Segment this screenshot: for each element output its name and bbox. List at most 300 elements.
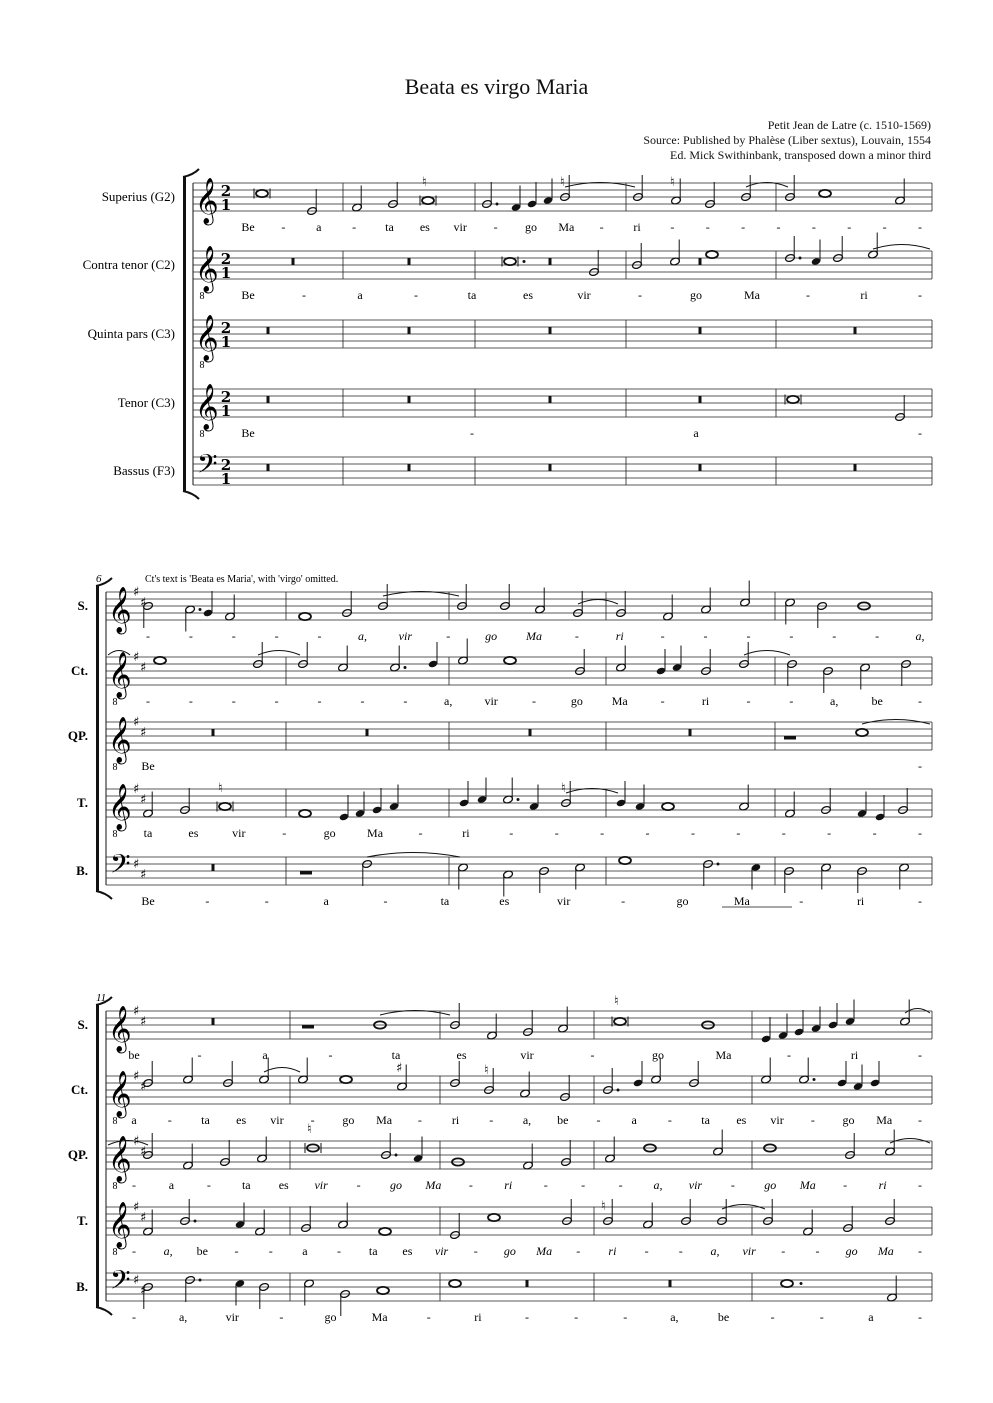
lyric-syllable: -: [600, 826, 605, 840]
part-label: QP.: [67, 728, 88, 743]
lyric-syllable: vir: [398, 629, 413, 643]
dot-icon: [404, 666, 407, 669]
score-title: Beata es virgo Maria: [404, 74, 589, 99]
lyric-syllable: -: [383, 894, 388, 908]
lyric-syllable: -: [819, 1310, 824, 1324]
lyric-syllable: -: [554, 826, 559, 840]
lyric-syllable: vir: [520, 1048, 534, 1062]
part-label: Quinta pars (C3): [87, 326, 175, 341]
whole-note-icon: [488, 1214, 500, 1221]
lyric-syllable: a: [323, 894, 329, 908]
lyric-syllable: -: [146, 629, 150, 643]
breve-rest-icon: [854, 464, 857, 471]
treble-clef-icon: 𝄞: [108, 717, 132, 763]
natural-icon: ♮: [561, 781, 566, 796]
editorial-note: Ct's text is 'Beata es Maria', with 'virgo' omitted.: [145, 574, 339, 585]
lyric-syllable: ri: [860, 288, 868, 302]
breve-rest-icon: [212, 1018, 215, 1025]
lyric-syllable: go: [485, 629, 498, 643]
lyric-syllable: -: [509, 826, 514, 840]
breve-rest-icon: [526, 1280, 529, 1287]
lyric-syllable: vir: [314, 1178, 328, 1192]
lyric-syllable: vir: [434, 1244, 449, 1258]
sharp-icon: ♯: [133, 782, 140, 797]
lyric-syllable: -: [574, 629, 579, 643]
lyric-syllable: -: [638, 288, 642, 302]
system-bracket: [183, 177, 186, 491]
breve-rest-icon: [854, 327, 857, 334]
lyric-syllable: Ma: [425, 1178, 442, 1192]
whole-note-icon: [781, 1280, 793, 1287]
lyric-syllable: a,: [178, 1310, 188, 1324]
lyric-syllable: vir: [484, 694, 498, 708]
tie-icon: [367, 853, 460, 858]
half-rest-icon: [302, 1025, 314, 1029]
breve-rest-icon: [267, 464, 270, 471]
time-signature-bottom: 1: [220, 470, 232, 488]
lyric-syllable: -: [281, 220, 286, 234]
lyric-syllable: -: [360, 694, 365, 708]
whole-note-icon: [154, 657, 166, 664]
sharp-accidental-icon: ♯: [396, 1061, 403, 1076]
lyric-syllable: -: [918, 1178, 922, 1192]
lyric-syllable: -: [703, 629, 708, 643]
part-label: Tenor (C3): [117, 395, 175, 410]
lyric-syllable: -: [667, 1113, 672, 1127]
lyric-syllable: Ma: [611, 694, 628, 708]
lyric-syllable: ta: [701, 1113, 710, 1127]
lyric-syllable: a,: [444, 694, 453, 708]
lyric-syllable: -: [746, 629, 751, 643]
octave-marker-icon: 8: [112, 1116, 118, 1127]
time-signature-bottom: 1: [220, 196, 232, 214]
lyric-syllable: -: [414, 288, 418, 302]
lyric-syllable: -: [282, 826, 287, 840]
whole-note-icon: [449, 1280, 461, 1287]
part-label: Bassus (F3): [113, 463, 175, 478]
breve-rest-icon: [408, 464, 411, 471]
breve-rest-icon: [699, 258, 702, 265]
lyric-syllable: -: [690, 826, 695, 840]
lyric-syllable: ri: [633, 220, 641, 234]
lyric-syllable: -: [532, 694, 536, 708]
sharp-icon: ♯: [133, 1004, 140, 1019]
lyric-syllable: Ma: [733, 894, 750, 908]
lyric-syllable: -: [417, 1113, 422, 1127]
lyric-syllable: -: [918, 826, 922, 840]
dot-icon: [800, 1282, 803, 1285]
half-rest-icon: [300, 871, 312, 875]
lyric-syllable: -: [730, 1178, 735, 1192]
whole-note-icon: [819, 190, 831, 197]
part-label: S.: [77, 598, 88, 613]
bass-clef-icon: 𝄢: [197, 448, 218, 486]
breve-rest-icon: [212, 864, 215, 871]
lyric-syllable: -: [264, 894, 269, 908]
breve-note-icon: [504, 258, 516, 265]
breve-rest-icon: [549, 258, 552, 265]
lyric-syllable: -: [132, 1244, 136, 1258]
tie-icon: [578, 600, 618, 605]
lyric-syllable: ta: [440, 894, 450, 908]
treble-clef-icon: 𝄞: [195, 384, 219, 430]
breve-rest-icon: [699, 396, 702, 403]
lyric-syllable: Ma: [876, 1113, 893, 1127]
part-label: T.: [77, 795, 88, 810]
whole-note-icon: [619, 857, 631, 864]
lyric-syllable: -: [231, 694, 236, 708]
natural-icon: ♮: [484, 1063, 489, 1078]
lyric-syllable: Ma: [558, 220, 575, 234]
lyric-syllable: a,: [653, 1178, 663, 1192]
lyric-syllable: -: [918, 1310, 922, 1324]
lyric-syllable: -: [146, 694, 150, 708]
time-signature-bottom: 1: [220, 402, 232, 420]
lyric-syllable: vir: [688, 1178, 703, 1192]
lyric-syllable: -: [132, 1178, 136, 1192]
octave-marker-icon: 8: [112, 697, 118, 708]
lyric-syllable: -: [776, 220, 781, 234]
lyric-syllable: -: [197, 1048, 202, 1062]
lyric-syllable: -: [132, 1310, 136, 1324]
octave-marker-icon: 8: [112, 829, 118, 840]
lyric-syllable: go: [764, 1178, 777, 1192]
lyric-syllable: Ma: [536, 1244, 553, 1258]
treble-clef-icon: 𝄞: [108, 1202, 132, 1248]
lyric-syllable: vir: [453, 220, 467, 234]
dot-icon: [199, 1279, 202, 1282]
whole-note-icon: [856, 729, 868, 736]
lyric-syllable: -: [426, 1310, 431, 1324]
part-label: S.: [77, 1017, 88, 1032]
lyric-syllable: -: [787, 1048, 791, 1062]
lyric-syllable: -: [847, 220, 852, 234]
breve-rest-icon: [408, 327, 411, 334]
time-signature-top: 2: [220, 456, 232, 474]
lyric-syllable: -: [918, 1048, 922, 1062]
sharp-icon: ♯: [133, 857, 140, 872]
lyric-syllable: ri: [451, 1113, 460, 1127]
lyric-syllable: Ma: [367, 826, 384, 840]
dot-icon: [395, 1154, 398, 1157]
lyric-syllable: -: [705, 220, 710, 234]
treble-clef-icon: 𝄞: [195, 315, 219, 361]
lyric-syllable: a: [168, 1178, 175, 1192]
lyric-syllable: -: [599, 220, 604, 234]
lyric-syllable: -: [678, 1244, 683, 1258]
lyric-syllable: be: [557, 1113, 569, 1127]
sharp-icon: ♯: [140, 660, 147, 676]
lyric-syllable: -: [489, 1113, 494, 1127]
system-bracket: [96, 586, 99, 891]
lyric-syllable: vir: [232, 826, 246, 840]
lyric-syllable: -: [418, 826, 423, 840]
sharp-icon: ♯: [140, 1283, 147, 1299]
lyric-syllable: ri: [504, 1178, 513, 1192]
lyric-syllable: a: [631, 1113, 637, 1127]
time-signature-top: 2: [220, 182, 232, 200]
treble-clef-icon: 𝄞: [108, 1071, 132, 1117]
lyric-syllable: Ma: [744, 288, 760, 302]
dot-icon: [496, 203, 499, 206]
natural-icon: ♮: [218, 781, 223, 796]
lyric-syllable: go: [652, 1048, 664, 1062]
sharp-icon: ♯: [133, 1069, 140, 1084]
dot-icon: [199, 608, 202, 611]
lyric-syllable: -: [918, 894, 922, 908]
lyric-syllable: Be: [141, 894, 155, 908]
breve-rest-icon: [212, 729, 215, 736]
lyric-syllable: a,: [830, 694, 839, 708]
sharp-icon: ♯: [133, 1273, 140, 1288]
lyric-syllable: -: [310, 1113, 315, 1127]
lyric-syllable: go: [690, 288, 702, 302]
sharp-icon: ♯: [140, 792, 147, 808]
lyric-syllable: -: [473, 1244, 478, 1258]
natural-icon: ♮: [670, 175, 675, 190]
lyric-syllable: -: [811, 220, 816, 234]
breve-rest-icon: [366, 729, 369, 736]
lyric-syllable: -: [581, 1178, 586, 1192]
lyric-syllable: -: [470, 426, 474, 440]
dot-icon: [717, 863, 720, 866]
sharp-icon: ♯: [133, 585, 140, 600]
lyric-syllable: go: [524, 220, 537, 234]
lyric-syllable: a: [316, 220, 322, 234]
lyric-syllable: -: [918, 220, 922, 234]
lyric-syllable: -: [188, 629, 193, 643]
lyric-syllable: -: [644, 1244, 649, 1258]
whole-note-icon: [377, 1287, 389, 1294]
breve-rest-icon: [267, 396, 270, 403]
sharp-icon: ♯: [133, 1200, 140, 1215]
lyric-syllable: ri: [615, 629, 624, 643]
treble-clef-icon: 𝄞: [108, 1136, 132, 1182]
breve-rest-icon: [699, 327, 702, 334]
lyric-syllable: ta: [143, 826, 153, 840]
lyric-syllable: -: [576, 1244, 581, 1258]
lyric-syllable: Ma: [715, 1048, 732, 1062]
sharp-icon: ♯: [140, 595, 147, 611]
lyric-syllable: a: [131, 1113, 137, 1127]
lyric-syllable: -: [596, 1113, 601, 1127]
lyric-syllable: ri: [608, 1244, 617, 1258]
lyric-syllable: a,: [710, 1244, 720, 1258]
natural-icon: ♮: [614, 994, 619, 1009]
part-label: QP.: [67, 1147, 88, 1162]
lyric-syllable: a,: [915, 629, 925, 643]
lyric-syllable: a: [262, 1048, 268, 1062]
dot-icon: [517, 798, 520, 801]
lyric-syllable: Be: [241, 220, 255, 234]
breve-rest-icon: [408, 396, 411, 403]
breve-rest-icon: [699, 464, 702, 471]
lyric-syllable: a,: [522, 1113, 532, 1127]
lyric-syllable: Ma: [526, 629, 542, 643]
lyric-syllable: -: [574, 1310, 579, 1324]
whole-note-icon: [340, 1076, 352, 1083]
lyric-syllable: a,: [357, 629, 367, 643]
breve-note-icon: [256, 190, 268, 197]
lyric-syllable: -: [746, 694, 751, 708]
treble-clef-icon: 𝄞: [108, 784, 132, 830]
lyric-syllable: -: [590, 1048, 595, 1062]
octave-marker-icon: 8: [112, 1181, 118, 1192]
lyric-syllable: Be: [241, 426, 255, 440]
breve-note-icon: [219, 803, 231, 810]
lyric-syllable: -: [843, 1178, 848, 1192]
measure-number: 6: [96, 573, 102, 585]
whole-note-icon: [706, 251, 718, 258]
lyric-syllable: -: [832, 629, 837, 643]
breve-rest-icon: [669, 1280, 672, 1287]
lyric-syllable: es: [236, 1113, 247, 1127]
tie-icon: [264, 1068, 300, 1073]
lyric-syllable: -: [770, 1310, 775, 1324]
treble-clef-icon: 𝄞: [108, 652, 132, 698]
lyric-syllable: -: [279, 1310, 284, 1324]
lyric-syllable: -: [493, 220, 498, 234]
lyric-syllable: -: [660, 694, 665, 708]
sharp-icon: ♯: [140, 1079, 147, 1095]
lyric-syllable: es: [736, 1113, 747, 1127]
time-signature-bottom: 1: [220, 264, 232, 282]
time-signature-top: 2: [220, 250, 232, 268]
part-label: Ct.: [71, 1082, 88, 1097]
lyric-syllable: -: [328, 1048, 333, 1062]
bracket-hook: [96, 891, 112, 899]
octave-marker-icon: 8: [199, 429, 205, 440]
dot-icon: [813, 1078, 816, 1081]
part-label: B.: [76, 1279, 88, 1294]
lyric-syllable: -: [918, 1113, 922, 1127]
time-signature-bottom: 1: [220, 333, 232, 351]
lyric-syllable: -: [188, 694, 193, 708]
breve-note-icon: [787, 396, 799, 403]
part-label: Ct.: [71, 663, 88, 678]
sharp-icon: ♯: [140, 867, 147, 883]
measure-number: 11: [96, 992, 107, 1004]
sharp-icon: ♯: [140, 725, 147, 741]
lyric-syllable: -: [403, 694, 408, 708]
part-label: B.: [76, 863, 88, 878]
lyric-syllable: go: [842, 1113, 855, 1127]
tie-icon: [744, 651, 790, 656]
lyric-syllable: -: [274, 694, 279, 708]
lyric-syllable: -: [645, 826, 650, 840]
lyric-syllable: ta: [201, 1113, 210, 1127]
lyric-syllable: -: [815, 1244, 820, 1258]
lyric-syllable: a: [868, 1310, 874, 1324]
lyric-syllable: es: [278, 1178, 289, 1192]
lyric-syllable: ri: [878, 1178, 887, 1192]
part-label: Superius (G2): [101, 189, 175, 204]
lyric-syllable: be: [196, 1244, 209, 1258]
whole-note-icon: [299, 613, 311, 620]
dot-icon: [799, 257, 802, 260]
lyric-syllable: vir: [557, 894, 571, 908]
bass-clef-icon: 𝄢: [110, 1264, 131, 1302]
whole-note-icon: [504, 657, 516, 664]
lyric-syllable: -: [167, 1113, 172, 1127]
lyric-syllable: -: [918, 759, 922, 773]
lyric-syllable: be: [871, 694, 883, 708]
lyric-syllable: ri: [474, 1310, 482, 1324]
lyric-syllable: Ma: [877, 1244, 894, 1258]
dot-icon: [194, 1220, 197, 1223]
breve-rest-icon: [292, 258, 295, 265]
lyric-syllable: go: [845, 1244, 858, 1258]
sharp-icon: ♯: [133, 1134, 140, 1149]
lyric-syllable: ta: [368, 1244, 378, 1258]
lyric-syllable: a: [357, 288, 363, 302]
lyric-syllable: -: [882, 220, 887, 234]
lyric-syllable: Ma: [799, 1178, 816, 1192]
lyric-syllable: -: [918, 694, 922, 708]
natural-icon: ♮: [422, 175, 427, 190]
breve-rest-icon: [267, 327, 270, 334]
bass-clef-icon: 𝄢: [110, 848, 131, 886]
editor-credit: Ed. Mick Swithinbank, transposed down a minor third: [670, 148, 931, 162]
lyric-syllable: Ma: [371, 1310, 388, 1324]
lyric-syllable: -: [543, 1178, 548, 1192]
lyric-syllable: ri: [701, 694, 710, 708]
lyric-syllable: -: [317, 629, 322, 643]
lyric-syllable: es: [402, 1244, 413, 1258]
lyric-syllable: Be: [141, 759, 155, 773]
bracket-hook: [183, 491, 199, 499]
lyric-syllable: Ma: [376, 1113, 393, 1127]
breve-note-icon: [422, 197, 434, 204]
dot-icon: [523, 260, 526, 263]
whole-note-icon: [299, 810, 311, 817]
lyric-syllable: -: [875, 629, 880, 643]
lyric-syllable: -: [446, 629, 451, 643]
lyric-syllable: -: [781, 1244, 786, 1258]
lyric-syllable: -: [781, 826, 786, 840]
lyric-syllable: a,: [670, 1310, 679, 1324]
lyric-syllable: -: [274, 629, 279, 643]
lyric-syllable: es: [419, 220, 430, 234]
lyric-syllable: -: [525, 1310, 529, 1324]
lyric-syllable: a: [693, 426, 699, 440]
bracket-hook: [183, 169, 199, 177]
breve-rest-icon: [408, 258, 411, 265]
tie-icon: [873, 245, 930, 250]
lyric-syllable: vir: [742, 1244, 756, 1258]
lyric-syllable: -: [789, 629, 794, 643]
time-signature-top: 2: [220, 388, 232, 406]
lyric-syllable: be: [717, 1310, 730, 1324]
lyric-syllable: -: [623, 1310, 628, 1324]
lyric-syllable: be: [128, 1048, 140, 1062]
sharp-icon: ♯: [133, 715, 140, 730]
octave-marker-icon: 8: [199, 360, 205, 371]
natural-icon: ♮: [560, 175, 565, 190]
time-signature-top: 2: [220, 319, 232, 337]
lyric-syllable: -: [872, 826, 877, 840]
lyric-syllable: es: [188, 826, 199, 840]
breve-rest-icon: [549, 396, 552, 403]
lyric-syllable: -: [827, 826, 832, 840]
lyric-syllable: a,: [163, 1244, 173, 1258]
lyric-syllable: ta: [385, 220, 394, 234]
lyric-syllable: -: [231, 629, 236, 643]
lyric-syllable: go: [324, 1310, 337, 1324]
lyric-syllable: -: [468, 1178, 473, 1192]
treble-clef-icon: 𝄞: [108, 1006, 132, 1052]
lyric-syllable: -: [356, 1178, 361, 1192]
